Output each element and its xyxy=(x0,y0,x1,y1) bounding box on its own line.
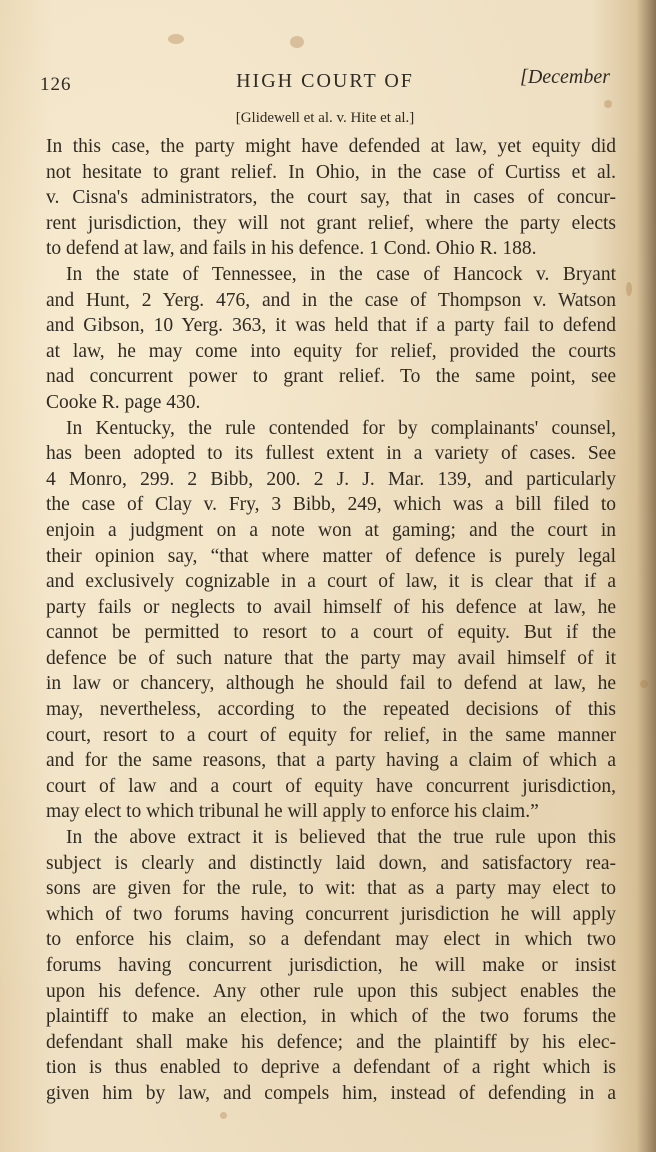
text-line: cannot be permitted to resort to a court of equity. But if the xyxy=(46,622,616,644)
text-line: defendant shall make his defence; and the plaintiff by his elec- xyxy=(46,1031,616,1053)
foxing-spot xyxy=(168,34,184,44)
text-line: the case of Clay v. Fry, 3 Bibb, 249, which was a bill filed to xyxy=(46,494,616,516)
text-line: nad concurrent power to grant relief. To the same point, see xyxy=(46,366,616,388)
text-line: In Kentucky, the rule contended for by complainants' counsel, xyxy=(66,417,616,439)
text-line: not hesitate to grant relief. In Ohio, in the case of Curtiss et al. xyxy=(46,161,616,183)
text-line: to enforce his claim, so a defendant may elect in which two xyxy=(46,929,616,951)
running-month: [December xyxy=(520,66,610,88)
text-line: may, nevertheless, according to the repeated decisions of this xyxy=(46,699,616,721)
foxing-spot xyxy=(640,680,648,688)
text-line: has been adopted to its fullest extent in a variety of cases. See xyxy=(46,443,616,465)
text-line: and exclusively cognizable in a court of law, it is clear that if a xyxy=(46,571,616,593)
text-line: court of law and a court of equity have concurrent jurisdiction, xyxy=(46,775,616,797)
page-number: 126 xyxy=(40,74,72,95)
text-line: may elect to which tribunal he will apply to enforce his claim.” xyxy=(46,801,539,823)
text-line: Cooke R. page 430. xyxy=(46,391,201,413)
body-text xyxy=(46,134,616,1107)
text-line: and Hunt, 2 Yerg. 476, and in the case of Thompson v. Watson xyxy=(46,289,616,311)
text-line: enjoin a judgment on a note won at gaming; and the court in xyxy=(46,519,616,541)
text-line: defence be of such nature that the party may avail himself of it xyxy=(46,647,616,669)
text-line: given him by law, and compels him, instead of defending in a xyxy=(46,1082,616,1104)
text-line: forums having concurrent jurisdiction, he will make or insist xyxy=(46,955,616,976)
text-line: court, resort to a court of equity for relief, in the same manner xyxy=(46,724,616,746)
text-line: and for the same reasons, that a party having a claim of which a xyxy=(46,750,616,772)
text-line: subject is clearly and distinctly laid down, and satisfactory rea- xyxy=(46,852,616,874)
text-line: in law or chancery, although he should fail to defend at law, he xyxy=(46,673,616,695)
foxing-spot xyxy=(626,282,632,296)
text-line: their opinion say, “that where matter of defence is purely legal xyxy=(46,545,616,567)
text-line: which of two forums having concurrent jurisdiction he will apply xyxy=(46,903,616,925)
text-line: v. Cisna's administrators, the court say, that in cases of concur- xyxy=(46,187,616,209)
text-line: tion is thus enabled to deprive a defendant of a right which is xyxy=(46,1057,616,1079)
text-line: sons are given for the rule, to wit: that as a party may elect to xyxy=(46,878,616,900)
case-heading: [Glidewell et al. v. Hite et al.] xyxy=(235,110,415,126)
text-line: at law, he may come into equity for relief, provided the courts xyxy=(46,340,616,362)
text-line: rent jurisdiction, they will not grant relief, where the party elects xyxy=(46,212,616,234)
text-line: plaintiff to make an election, in which of the two forums the xyxy=(46,1006,616,1028)
text-line: and Gibson, 10 Yerg. 363, it was held that if a party fail to defend xyxy=(46,315,616,337)
text-line: In the state of Tennessee, in the case of Hancock v. Bryant xyxy=(66,263,616,285)
text-line: party fails or neglects to avail himself of his defence at law, he xyxy=(46,596,616,618)
running-title: HIGH COURT OF xyxy=(236,70,414,92)
foxing-spot xyxy=(604,100,612,108)
running-header xyxy=(40,66,610,96)
text-line: In this case, the party might have defended at law, yet equity did xyxy=(46,136,616,157)
foxing-spot xyxy=(220,1112,227,1119)
text-line: In the above extract it is believed that the true rule upon this xyxy=(66,827,616,849)
text-line: to defend at law, and fails in his defence. 1 Cond. Ohio R. 188. xyxy=(46,238,537,260)
text-line: upon his defence. Any other rule upon this subject enables the xyxy=(46,980,616,1002)
text-line: 4 Monro, 299. 2 Bibb, 200. 2 J. J. Mar. 139, and particularly xyxy=(46,468,616,490)
foxing-spot xyxy=(290,36,304,48)
